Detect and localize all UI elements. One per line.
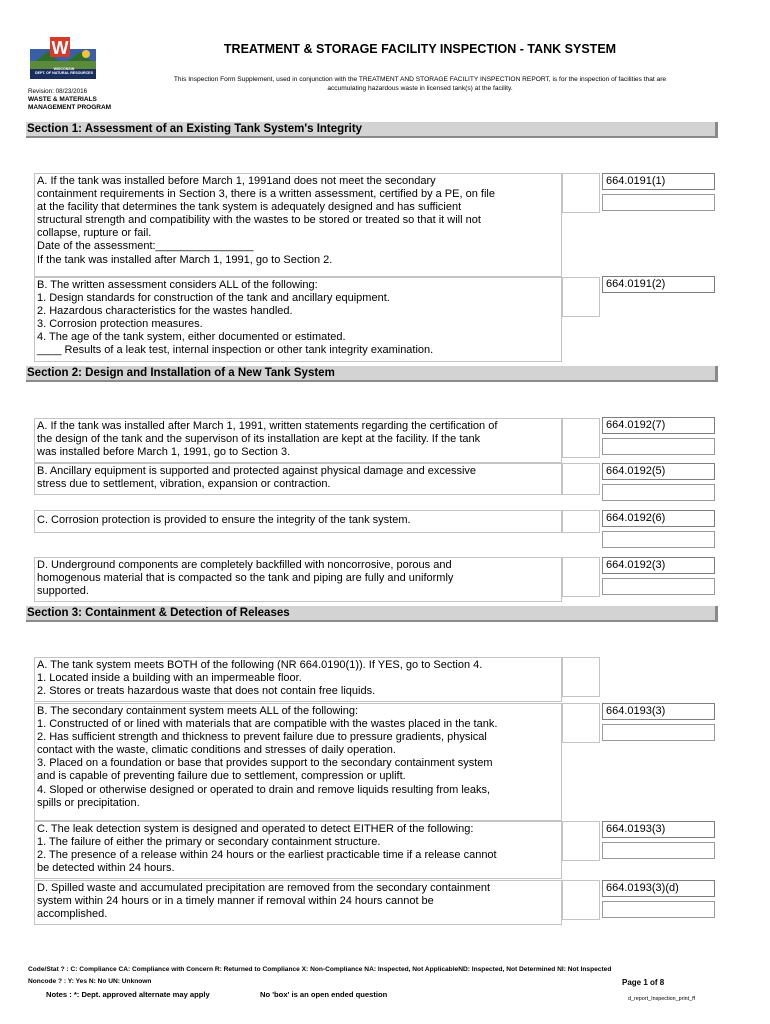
- question-line: D. Spilled waste and accumulated precipitation are removed from the secondary containment: [37, 882, 491, 894]
- s1b-code-field[interactable]: 664.0191(2): [602, 276, 715, 293]
- logo-text-line2: DEPT. OF NATURAL RESOURCES: [35, 71, 93, 75]
- s2b-response-box[interactable]: [562, 463, 600, 495]
- question-line: be detected within 24 hours.: [37, 862, 175, 875]
- program-name: [28, 96, 111, 112]
- s3d-code-field[interactable]: 664.0193(3)(d): [602, 880, 715, 897]
- question-line: 1. Constructed of or lined with materials that are compatible with the wastes placed in the tank.: [37, 718, 498, 731]
- s3-question-b: [34, 703, 562, 821]
- question-line: 2. Has sufficient strength and thickness to prevent failure due to pressure gradients, physical: [37, 731, 487, 744]
- question-line: B. The written assessment considers ALL of the following:: [37, 279, 318, 291]
- question-line: spills or precipitation.: [37, 796, 140, 809]
- question-line: A. If the tank was installed before March 1, 1991and does not meet the secondary: [37, 175, 436, 187]
- intro-line1: This Inspection Form Supplement, used in conjunction with the TREATMENT AND STORAGE FACILITY INSPECTION REPORT, is for the inspection of facilities that are: [173, 76, 667, 83]
- s3-question-d: [34, 880, 562, 925]
- question-line: collapse, rupture or fail.: [37, 227, 152, 240]
- s3c-code-field[interactable]: 664.0193(3): [602, 821, 715, 838]
- program-line1: WASTE & MATERIALS: [28, 96, 97, 103]
- s2-question-c: [34, 510, 562, 533]
- s1a-code-field[interactable]: 664.0191(1): [602, 173, 715, 190]
- s3b-code-field[interactable]: 664.0193(3): [602, 703, 715, 720]
- question-line: supported.: [37, 585, 89, 598]
- intro-line2: accumulating hazardous waste in licensed tank(s) at the facility.: [327, 84, 513, 92]
- question-line: B. Ancillary equipment is supported and protected against physical damage and excessive: [37, 465, 477, 477]
- section-3-header: Section 3: Containment & Detection of Releases: [26, 606, 718, 622]
- s3b-status-field[interactable]: [602, 724, 715, 741]
- question-line: was installed before March 1, 1991, go to Section 3.: [37, 446, 291, 459]
- s1a-status-field[interactable]: [602, 194, 715, 211]
- s3a-response-box[interactable]: [562, 657, 600, 697]
- s2d-status-field[interactable]: [602, 578, 715, 595]
- question-line: A. If the tank was installed after March 1, 1991, written statements regarding the certification of: [37, 420, 498, 432]
- s2-question-d: [34, 557, 562, 602]
- question-line: 4. The age of the tank system, either documented or estimated.: [37, 331, 346, 344]
- question-line: the design of the tank and the supervison of its installation are kept at the facility. If the tank: [37, 433, 481, 446]
- s3-question-a: [34, 657, 562, 702]
- question-line: homogenous material that is compacted so the tank and piping are fully and uniformly: [37, 572, 454, 585]
- question-line: accomplished.: [37, 908, 108, 921]
- document-title: TREATMENT & STORAGE FACILITY INSPECTION - TANK SYSTEM: [223, 42, 617, 56]
- s2a-status-field[interactable]: [602, 438, 715, 455]
- question-line: 2. Stores or treats hazardous waste that does not contain free liquids.: [37, 685, 376, 698]
- footer-code-legend: Code/Stat ? : C: Compliance CA: Compliance with Concern R: Returned to Compliance X: Non-Compliance NA: Inspected, Not ApplicableND: Inspected, Not Determined NI: Not Inspected: [28, 966, 612, 973]
- question-line: B. The secondary containment system meets ALL of the following:: [37, 705, 359, 717]
- s3d-status-field[interactable]: [602, 901, 715, 918]
- s2b-code-field[interactable]: 664.0192(5): [602, 463, 715, 480]
- question-line: 3. Placed on a foundation or base that provides support to the secondary containment system: [37, 757, 493, 770]
- s2a-code-field[interactable]: 664.0192(7): [602, 417, 715, 434]
- question-line: A. The tank system meets BOTH of the following (NR 664.0190(1)). If YES, go to Section 4.: [37, 659, 483, 671]
- section-1-header: Section 1: Assessment of an Existing Tank System's Integrity: [26, 122, 718, 138]
- question-line: contact with the waste, climatic conditions and stresses of daily operation.: [37, 744, 396, 757]
- s1-question-a: [34, 173, 562, 277]
- s3d-response-box[interactable]: [562, 880, 600, 920]
- s1-question-b: [34, 277, 562, 362]
- question-line: 4. Sloped or otherwise designed or operated to drain and remove liquids resulting from leaks,: [37, 783, 491, 796]
- revision-date: Revision: 08/23/2016: [28, 88, 88, 95]
- page-number: Page 1 of 8: [622, 978, 665, 987]
- question-line: and is capable of preventing failure due to settlement, compression or uplift.: [37, 770, 406, 783]
- question-line: C. The leak detection system is designed and operated to detect EITHER of the following:: [37, 823, 474, 835]
- question-line: Date of the assessment:________________: [37, 240, 254, 253]
- section-2-header: Section 2: Design and Installation of a New Tank System: [26, 366, 718, 382]
- s2d-response-box[interactable]: [562, 557, 600, 597]
- intro-text: [130, 76, 710, 93]
- s1a-response-box[interactable]: [562, 173, 600, 213]
- question-line: 1. Located inside a building with an impermeable floor.: [37, 672, 302, 685]
- s3b-response-box[interactable]: [562, 703, 600, 743]
- question-line: containment requirements in Section 3, there is a written assessment, certified by a PE, on file: [37, 188, 495, 201]
- s2c-status-field[interactable]: [602, 531, 715, 548]
- s3c-status-field[interactable]: [602, 842, 715, 859]
- logo-text: [32, 67, 96, 75]
- question-line: 3. Corrosion protection measures.: [37, 318, 203, 331]
- program-line2: MANAGEMENT PROGRAM: [28, 104, 112, 111]
- s2a-response-box[interactable]: [562, 418, 600, 458]
- question-line: 2. The presence of a release within 24 hours or the earliest practicable time if a release cannot: [37, 849, 497, 862]
- s2-question-b: [34, 463, 562, 495]
- s2b-status-field[interactable]: [602, 484, 715, 501]
- s3-question-c: [34, 821, 562, 879]
- question-line: ____ Results of a leak test, internal inspection or other tank integrity examination.: [37, 344, 434, 357]
- s2c-code-field[interactable]: 664.0192(6): [602, 510, 715, 527]
- footer-open-question-note: No 'box' is an open ended question: [260, 990, 388, 999]
- question-line: at the facility that determines the tank system is adequately designed and has sufficient: [37, 201, 462, 214]
- s2c-response-box[interactable]: [562, 510, 600, 533]
- question-line: stress due to settlement, vibration, expansion or contraction.: [37, 478, 331, 491]
- question-line: 1. Design standards for construction of the tank and ancillary equipment.: [37, 292, 390, 305]
- s3c-response-box[interactable]: [562, 821, 600, 861]
- svg-text:W: W: [51, 38, 69, 58]
- s2d-code-field[interactable]: 664.0192(3): [602, 557, 715, 574]
- question-line: system within 24 hours or in a timely manner if removal within 24 hours cannot be: [37, 895, 434, 908]
- question-line: C. Corrosion protection is provided to ensure the integrity of the tank system.: [37, 514, 411, 526]
- question-line: 2. Hazardous characteristics for the wastes handled.: [37, 305, 293, 318]
- footer-notes: Notes : *: Dept. approved alternate may apply: [46, 990, 210, 999]
- s2-question-a: [34, 418, 562, 463]
- question-line: D. Underground components are completely backfilled with noncorrosive, porous and: [37, 559, 452, 571]
- report-id: d_report_Inspection_print_ff: [628, 996, 696, 1002]
- s1b-response-box[interactable]: [562, 277, 600, 317]
- footer-noncode-legend: Noncode ? : Y: Yes N: No UN: Unknown: [28, 978, 152, 985]
- question-line: structural strength and compatibility with the wastes to be stored or treated so that it will not: [37, 214, 481, 227]
- question-line: 1. The failure of either the primary or secondary containment structure.: [37, 836, 381, 849]
- logo-text-line1: WISCONSIN: [53, 67, 75, 71]
- question-line: If the tank was installed after March 1, 1991, go to Section 2.: [37, 253, 333, 266]
